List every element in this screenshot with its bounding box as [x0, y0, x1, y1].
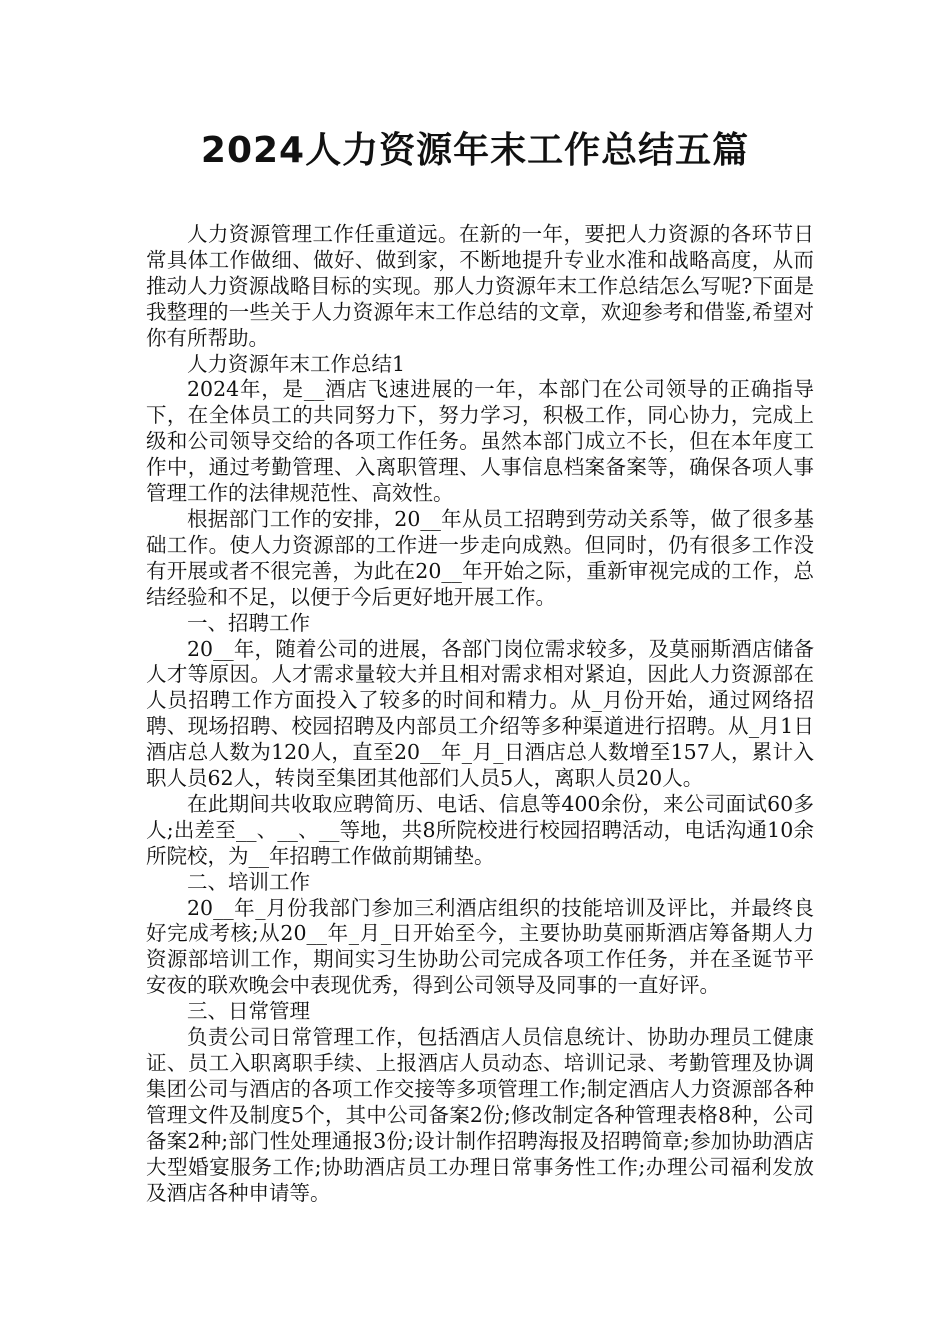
body-paragraph: 负责公司日常管理工作，包括酒店人员信息统计、协助办理员工健康证、员工入职离职手续、上报酒店人员动态、培训记录、考勤管理及协调集团公司与酒店的各项工作交接等多项管理工作;制定酒店人力资源部各种管理文件及制度5个，其中公司备案2份;修改制定各种管理表格8种，公司备案2种;部门性处理通报3份;设计制作招聘海报及招聘简章;参加协助酒店大型婚宴服务工作;协助酒店员工办理日常事务性工作;办理公司福利发放及酒店各种申请等。: [146, 1025, 814, 1205]
body-paragraph: 在此期间共收取应聘简历、电话、信息等400余份，来公司面试60多人;出差至__、__、__等地，共8所院校进行校园招聘活动，电话沟通10余所院校，为__年招聘工作做前期铺垫。: [146, 791, 814, 868]
section-heading-daily-management: 三、日常管理: [187, 999, 310, 1024]
document-title: 2024人力资源年末工作总结五篇: [200, 130, 750, 171]
section-heading-training: 二、培训工作: [187, 869, 310, 894]
body-paragraph: 20__年_月份我部门参加三利酒店组织的技能培训及评比，并最终良好完成考核;从20__年_月_日开始至今，主要协助莫丽斯酒店筹备期人力资源部培训工作，期间实习生协助公司完成各项工作任务，并在圣诞节平安夜的联欢晚会中表现优秀，得到公司领导及同事的一直好评。: [146, 895, 814, 998]
body-paragraph: 20__年，随着公司的进展，各部门岗位需求较多，及莫丽斯酒店储备人才等原因。人才需求量较大并且相对需求相对紧迫，因此人力资源部在人员招聘工作方面投入了较多的时间和精力。从_月份开始，通过网络招聘、现场招聘、校园招聘及内部员工介绍等多种渠道进行招聘。从_月1日酒店总人数为120人，直至20__年_月_日酒店总人数增至157人，累计入职人员62人，转岗至集团其他部们人员5人，离职人员20人。: [146, 636, 814, 791]
intro-paragraph: 人力资源管理工作任重道远。在新的一年，要把人力资源的各环节日常具体工作做细、做好、做到家，不断地提升专业水准和战略高度，从而推动人力资源战略目标的实现。那人力资源年末工作总结怎么写呢?下面是我整理的一些关于人力资源年末工作总结的文章，欢迎参考和借鉴,希望对你有所帮助。: [146, 222, 814, 350]
document-body: [146, 222, 814, 1206]
section-heading-summary-1: 人力资源年末工作总结1: [187, 351, 406, 376]
section-heading-recruitment: 一、招聘工作: [187, 610, 310, 635]
body-paragraph: 2024年，是__酒店飞速进展的一年，本部门在公司领导的正确指导下，在全体员工的共同努力下，努力学习，积极工作，同心协力，完成上级和公司领导交给的各项工作任务。虽然本部门成立不长，但在本年度工作中，通过考勤管理、入离职管理、人事信息档案备案等，确保各项人事管理工作的法律规范性、高效性。: [146, 377, 814, 506]
body-paragraph: 根据部门工作的安排，20__年从员工招聘到劳动关系等，做了很多基础工作。使人力资源部的工作进一步走向成熟。但同时，仍有很多工作没有开展或者不很完善，为此在20__年开始之际，重新审视完成的工作，总结经验和不足，以便于今后更好地开展工作。: [146, 506, 814, 609]
